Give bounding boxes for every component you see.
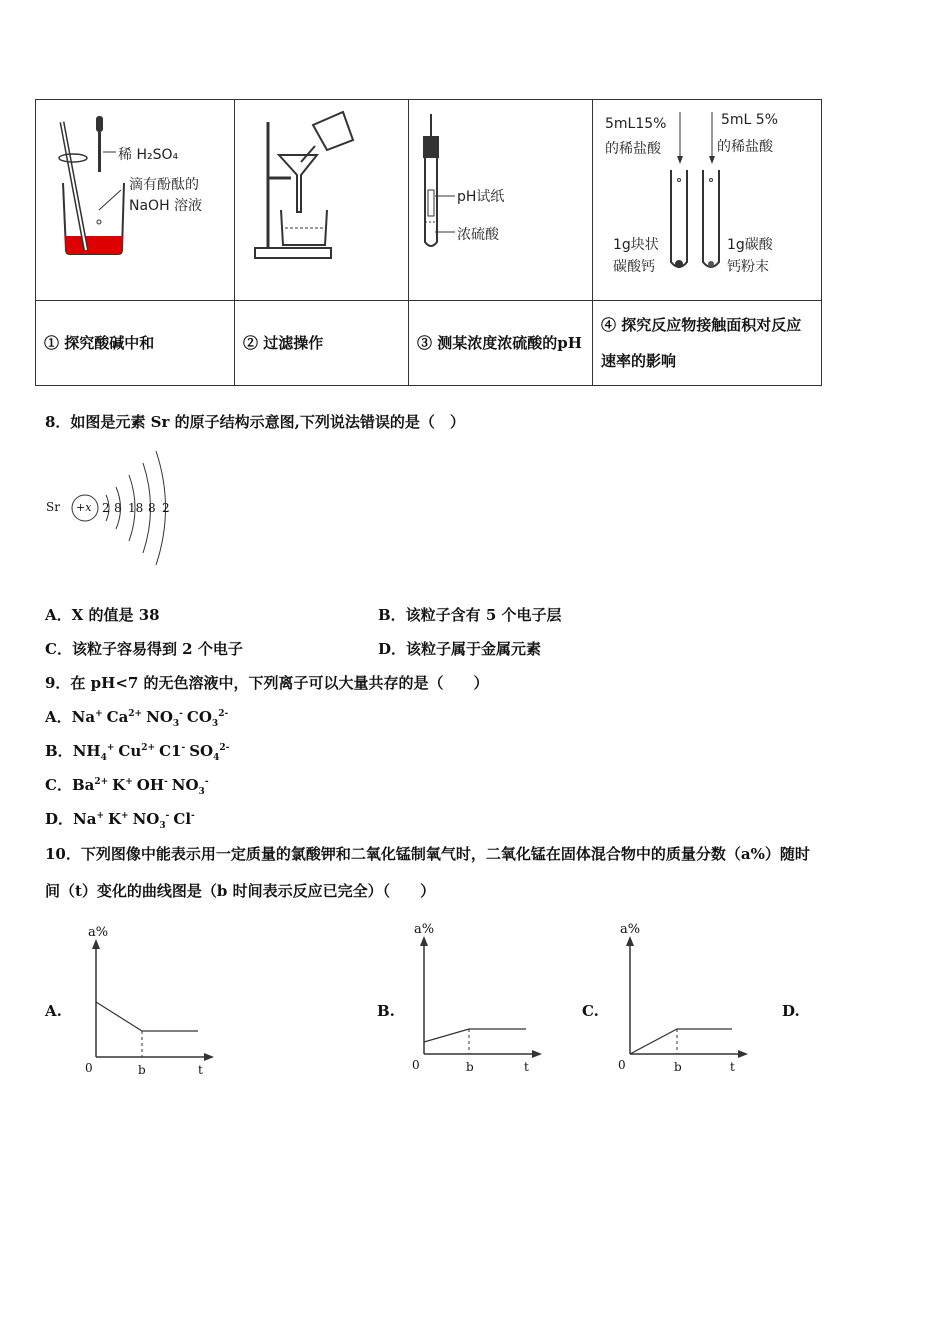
f3-paper-label: pH试纸	[457, 189, 505, 205]
f1-base-label-2: NaOH 溶液	[129, 198, 203, 214]
caption-4: ④ 探究反应物接触面积对反应速率的影响	[593, 301, 822, 386]
graph-a	[80, 925, 220, 1085]
q9-option-letter: A．	[45, 708, 72, 726]
experiment-table	[35, 99, 822, 386]
graph-b-origin: 0	[412, 1058, 420, 1072]
graph-c	[614, 922, 754, 1082]
q8-option-c: C．该粒子容易得到 2 个电子	[45, 640, 243, 658]
graph-a-x-label: t	[198, 1063, 203, 1077]
graph-c-plot	[614, 922, 754, 1082]
f4-right-top-1: 5mL 5%	[721, 112, 779, 128]
figure-acid-base-neutralization	[36, 100, 235, 301]
f4-left-top-2: 的稀盐酸	[605, 141, 661, 157]
q10-option-d: D.	[782, 1002, 800, 1020]
q10-stem-line-1: 10．下列图像中能表示用一定质量的氯酸钾和二氧化锰制氧气时，二氧化锰在固体混合物中的质量分数（a%）随时	[45, 845, 810, 863]
q8-option-b: B．该粒子含有 5 个电子层	[378, 606, 562, 624]
graph-c-origin: 0	[618, 1058, 626, 1072]
q8-stem: 8．如图是元素 Sr 的原子结构示意图,下列说法错误的是（ ）	[45, 413, 465, 431]
f4-right-top-2: 的稀盐酸	[717, 139, 773, 155]
ion: K+	[112, 776, 133, 794]
ion: $Ca^{2+}$	[106, 708, 143, 726]
shell-5: 2	[162, 501, 170, 515]
q9-option	[45, 706, 232, 729]
graph-c-x-label: t	[730, 1060, 735, 1074]
filtration-apparatus	[235, 100, 408, 296]
f4-left-bottom-1: 1g块状	[613, 237, 659, 253]
ion: $NO_3^-$	[132, 810, 170, 831]
graph-b-curve	[424, 1029, 526, 1042]
sr-nucleus: +x	[76, 501, 92, 514]
ion: OH-	[136, 776, 168, 794]
q10-option-b: B.	[377, 1002, 395, 1020]
f1-base-label-1: 滴有酚酞的	[129, 177, 199, 193]
q9-option-letter: D．	[45, 810, 74, 828]
f4-left-bottom-2: 碳酸钙	[613, 259, 655, 275]
q10-option-a: A.	[45, 1002, 62, 1020]
ion: $Cu^{2+}$	[118, 742, 156, 760]
graph-a-b: b	[138, 1063, 146, 1077]
caption-2: ② 过滤操作	[235, 301, 409, 386]
figure-contact-area	[593, 100, 822, 301]
figure-filtration	[235, 100, 409, 301]
ion: Na+	[73, 810, 104, 828]
graph-b	[408, 922, 548, 1082]
f1-acid-label: 稀 H₂SO₄	[118, 147, 179, 163]
graph-a-y-label: a%	[88, 925, 109, 940]
caption-1: ① 探究酸碱中和	[36, 301, 235, 386]
q10-option-c: C.	[582, 1002, 599, 1020]
shell-3: 18	[128, 501, 144, 515]
q10-stem-line-2: 间（t）变化的曲线图是（b 时间表示反应已完全）（ ）	[45, 882, 436, 900]
q9-option	[45, 808, 199, 831]
q9-option	[45, 740, 233, 763]
shell-2: 8	[114, 501, 122, 515]
graph-c-curve	[630, 1029, 732, 1054]
q9-option-letter: C．	[45, 776, 72, 794]
q9-option-letter: B．	[45, 742, 73, 760]
f3-acid-label: 浓硫酸	[457, 227, 499, 243]
ion: Cl-	[173, 810, 195, 828]
q8-option-d: D．该粒子属于金属元素	[378, 640, 542, 658]
graph-a-origin: 0	[85, 1061, 93, 1075]
ion: $Ba^{2+}$	[71, 776, 109, 794]
ion: $NO_3^-$	[146, 708, 183, 729]
figure-ph-test	[409, 100, 593, 301]
ion: $NH_4^+$	[72, 742, 115, 763]
graph-c-y-label: a%	[620, 922, 641, 937]
caption-3: ③ 测某浓度浓硫酸的pH	[409, 301, 593, 386]
q9-stem: 9．在 pH<7 的无色溶液中，下列离子可以大量共存的是（ ）	[45, 674, 489, 692]
sr-symbol: Sr	[46, 500, 60, 514]
f4-left-top-1: 5mL15%	[605, 116, 667, 132]
ion: $CO_3^{2-}$	[186, 708, 229, 729]
graph-b-b: b	[466, 1060, 474, 1074]
graph-b-x-label: t	[524, 1060, 529, 1074]
ion: C1-	[159, 742, 186, 760]
f4-right-bottom-2: 钙粉末	[727, 259, 769, 275]
graph-a-curve	[96, 1002, 198, 1031]
graph-b-plot	[408, 922, 548, 1082]
graph-c-b: b	[674, 1060, 682, 1074]
ion: $SO_4^{2-}$	[189, 742, 230, 763]
ion: Na+	[71, 708, 103, 726]
graph-b-y-label: a%	[414, 922, 435, 937]
f4-right-bottom-1: 1g碳酸	[727, 237, 773, 253]
q8-option-a: A．X 的值是 38	[45, 606, 160, 624]
shell-4: 8	[148, 501, 156, 515]
ion: K+	[108, 810, 129, 828]
q9-option	[45, 774, 213, 797]
shell-1: 2	[102, 501, 110, 515]
ion: $NO_3^-$	[171, 776, 209, 797]
sr-atom-diagram	[40, 445, 190, 575]
graph-a-plot	[80, 925, 220, 1085]
